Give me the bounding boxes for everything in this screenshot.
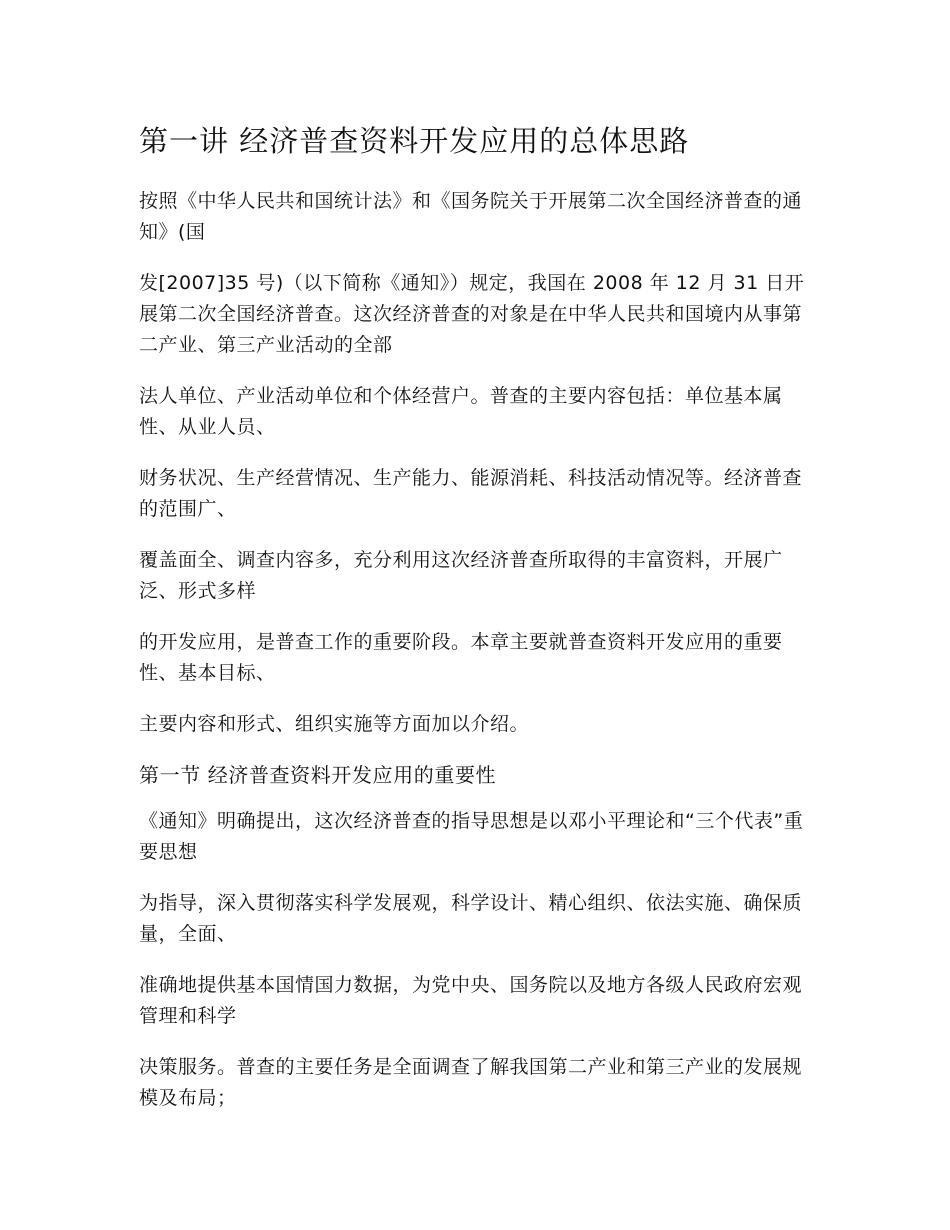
chapter-title: 第一讲 经济普查资料开发应用的总体思路 <box>139 124 690 158</box>
paragraph: 法人单位、产业活动单位和个体经营户。普查的主要内容包括：单位基本属性、从业人员、 <box>139 385 783 438</box>
paragraph: 覆盖面全、调查内容多，充分利用这次经济普查所取得的丰富资料，开展广泛、形式多样 <box>139 549 783 602</box>
paragraph: 主要内容和形式、组织实施等方面加以介绍。 <box>139 713 530 735</box>
paragraph: 决策服务。普查的主要任务是全面调查了解我国第二产业和第三产业的发展规模及布局； <box>139 1056 803 1109</box>
document-body <box>139 118 815 1134</box>
paragraph: 财务状况、生产经营情况、生产能力、能源消耗、科技活动情况等。经济普查的范围广、 <box>139 467 803 520</box>
paragraph: 的开发应用，是普查工作的重要阶段。本章主要就普查资料开发应用的重要性、基本目标、 <box>139 631 783 684</box>
paragraph: 按照《中华人民共和国统计法》和《国务院关于开展第二次全国经济普查的通知》(国 <box>139 190 803 243</box>
paragraph: 为指导，深入贯彻落实科学发展观，科学设计、精心组织、依法实施、确保质量，全面、 <box>139 892 803 945</box>
paragraph: 准确地提供基本国情国力数据，为党中央、国务院以及地方各级人民政府宏观管理和科学 <box>139 974 803 1027</box>
paragraph: 《通知》明确提出，这次经济普查的指导思想是以邓小平理论和“三个代表”重要思想 <box>139 810 804 863</box>
paragraph: 发[2007]35 号)（以下简称《通知》）规定，我国在 2008 年 12 月 31 日开展第二次全国经济普查。这次经济普查的对象是在中华人民共和国境内从事第二产业、第三产业活动的全部 <box>139 272 805 356</box>
section-title: 第一节 经济普查资料开发应用的重要性 <box>139 763 497 787</box>
